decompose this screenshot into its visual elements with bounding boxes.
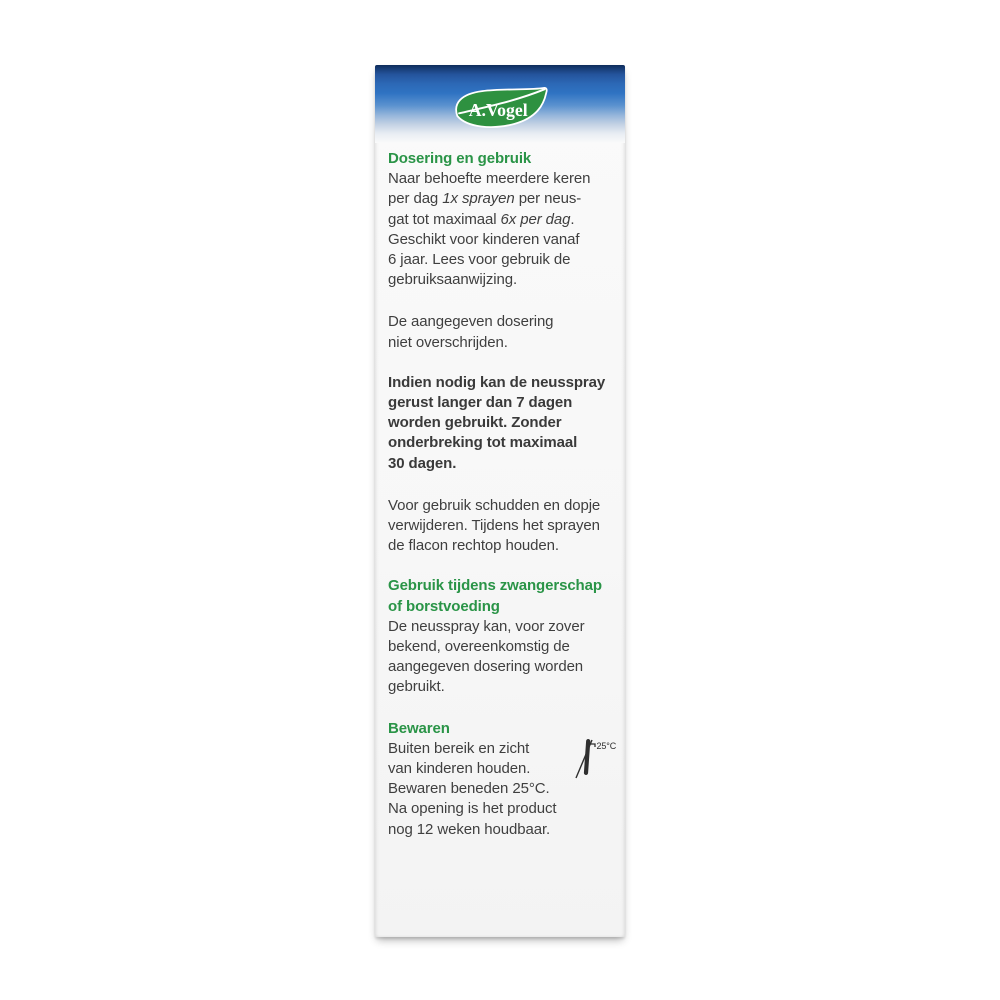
body-line: Na opening is het product bbox=[388, 800, 557, 818]
text-segment: per dag bbox=[388, 190, 443, 208]
body-line: Naar behoefte meerdere keren bbox=[388, 170, 591, 188]
section-duration bbox=[388, 373, 611, 474]
body-line: bekend, overeenkomstig de bbox=[388, 638, 570, 656]
text-segment: gat tot maximaal bbox=[388, 210, 501, 228]
section-warning bbox=[388, 312, 611, 352]
avogel-logo bbox=[452, 86, 548, 130]
body-line: gebruikt. bbox=[388, 678, 445, 696]
text-segment-italic: 6x per dag bbox=[500, 210, 571, 228]
body-line: De neusspray kan, voor zover bbox=[388, 617, 585, 635]
body-line: de flacon rechtop houden. bbox=[388, 537, 559, 555]
body-line-bold: Indien nodig kan de neusspray bbox=[388, 373, 606, 391]
section-preparation bbox=[388, 496, 611, 557]
text-segment: per neus- bbox=[514, 190, 582, 208]
body-line: Buiten bereik en zicht bbox=[388, 739, 530, 757]
body-line-bold: 30 dagen. bbox=[388, 454, 457, 472]
section-heading-dosering: Dosering en gebruik bbox=[388, 150, 532, 167]
text-segment-italic: 1x sprayen bbox=[442, 190, 515, 208]
body-line: niet overschrijden. bbox=[388, 333, 508, 351]
section-pregnancy bbox=[388, 576, 611, 697]
body-line: Voor gebruik schudden en dopje bbox=[388, 496, 601, 514]
section-storage bbox=[388, 719, 616, 840]
body-line: De aangegeven dosering bbox=[388, 313, 554, 331]
body-line-bold: onderbreking tot maximaal bbox=[388, 434, 578, 452]
body-line: verwijderen. Tijdens het sprayen bbox=[388, 517, 600, 535]
section-dosering bbox=[388, 149, 611, 290]
section-heading-pregnancy-line2: of borstvoeding bbox=[388, 597, 500, 615]
body-line: aangegeven dosering worden bbox=[388, 658, 584, 676]
thermometer-25c-icon bbox=[574, 732, 616, 784]
body-line: 6 jaar. Lees voor gebruik de bbox=[388, 251, 571, 269]
section-heading-storage: Bewaren bbox=[388, 719, 450, 737]
box-text-content bbox=[375, 143, 625, 840]
body-line bbox=[388, 210, 611, 230]
avogel-leaf-icon bbox=[452, 86, 548, 130]
body-line-bold: gerust langer dan 7 dagen bbox=[388, 394, 573, 412]
body-line: nog 12 weken houdbaar. bbox=[388, 820, 551, 838]
product-box-panel bbox=[375, 65, 625, 937]
body-line: gebruiksaanwijzing. bbox=[388, 271, 518, 289]
body-line: Bewaren beneden 25°C. bbox=[388, 780, 550, 798]
body-line: van kinderen houden. bbox=[388, 760, 531, 778]
thermometer-label: 25°C bbox=[596, 740, 616, 751]
avogel-logo-text: A.Vogel bbox=[468, 100, 528, 120]
body-line-bold: worden gebruikt. Zonder bbox=[388, 414, 562, 432]
body-line: Geschikt voor kinderen vanaf bbox=[388, 230, 580, 248]
section-heading-pregnancy-line1: Gebruik tijdens zwangerschap bbox=[388, 577, 602, 595]
body-line bbox=[388, 189, 611, 209]
text-segment: . bbox=[570, 210, 575, 228]
